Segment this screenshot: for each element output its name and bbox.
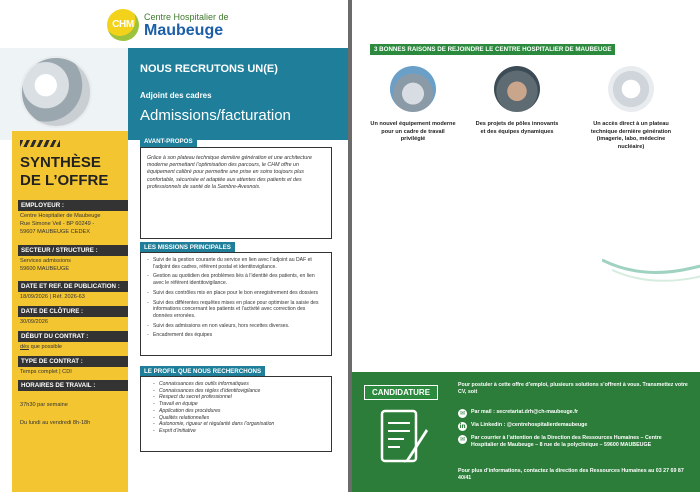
linkedin-icon: in — [459, 423, 466, 430]
missions-box — [140, 252, 332, 356]
list-item: - Gestion au quotidien des problèmes liés à l’identité des patients, en lien avec le référent identitovigilance. — [147, 273, 325, 286]
publication-value: 18/09/2026 | Réf. 2026-63 — [20, 294, 85, 300]
profile-list — [153, 381, 325, 435]
application-title: CANDIDATURE — [364, 385, 438, 400]
work-hours-weekly: 37h30 par semaine — [20, 402, 68, 408]
decorative-wave — [602, 240, 700, 300]
list-item: - Suivi de la gestion courante du service en lien avec l’adjoint au DAF et l’adjoint des cadres, référent postal et identitovigilance. — [147, 257, 325, 270]
application-linkedin[interactable] — [458, 422, 690, 429]
closing-date-label: DATE DE CLÔTURE : — [18, 306, 128, 317]
logo-line-2: Maubeuge — [144, 22, 224, 39]
employer-line: Rue Simone Veil - BP 60249 - — [20, 221, 95, 227]
list-item: - Qualités relationnelles — [153, 415, 325, 422]
chm-logo — [107, 9, 237, 41]
work-hours-label: HORAIRES DE TRAVAIL : — [18, 380, 128, 391]
imaging-equipment-photo — [608, 66, 654, 112]
application-mail[interactable] — [458, 409, 690, 416]
contract-start-value — [20, 343, 126, 351]
application-postal — [458, 435, 690, 450]
application-section — [352, 372, 700, 492]
work-hours-days: Du lundi au vendredi 8h-18h — [20, 420, 91, 426]
avant-propos-text: Grâce à son plateau technique dernière génération et une architecture moderne permettant l’optimisation des parcours, le CHM offre un équipement calibré pour permettre une prise en soins toujours plus confortable, sécurisée et adaptée aux attentes des patients et des professionnels de santé de la Sambre-Avesnois. — [147, 155, 312, 190]
profile-box — [140, 376, 332, 452]
contract-start-underlined: dès — [20, 344, 30, 350]
contract-type-label: TYPE DE CONTRAT : — [18, 356, 128, 367]
logo-badge-text: CHM — [112, 19, 134, 30]
office-photo — [20, 56, 92, 128]
sector-label: SECTEUR / STRUCTURE : — [18, 245, 128, 256]
list-item: - Respect du secret professionnel — [153, 394, 325, 401]
contract-start-rest: que possible — [29, 344, 62, 350]
job-subtitle: Adjoint des cadres — [140, 91, 212, 100]
team-photo — [494, 66, 540, 112]
contract-type-value: Temps complet | CDI — [20, 369, 72, 375]
offer-page-1 — [0, 0, 348, 492]
reason-3: Un accès direct à un plateau technique dernière génération (imagerie, labo, médecine nucléaire) — [590, 121, 672, 150]
employer-line: 59607 MAUBEUGE CEDEX — [20, 229, 90, 235]
reasons-heading: 3 BONNES RAISONS DE REJOINDRE LE CENTRE HOSPITALIER DE MAUBEUGE — [370, 44, 615, 55]
employer-label: EMPLOYEUR : — [18, 200, 128, 211]
sector-line: 59600 MAUBEUGE — [20, 266, 70, 272]
synthesis-column — [12, 131, 128, 492]
decorative-stripes — [20, 140, 60, 147]
list-item: - Application des procédures — [153, 408, 325, 415]
closing-date-value: 30/09/2026 — [20, 319, 48, 325]
contract-start-label: DÉBUT DU CONTRAT : — [18, 331, 128, 342]
employer-value — [20, 212, 126, 236]
application-postal-text: Par courrier à l’attention de la Direction des Ressources Humaines – Centre Hospitalier de Maubeuge – 8 rue de la polyclinique – 59600 MAUBEUGE — [471, 435, 662, 449]
application-mail-text: Par mail : secretariat.drh@ch-maubeuge.fr — [471, 409, 579, 415]
application-info: Pour plus d’informations, contactez la direction des Ressources Humaines au 03 27 69 87 40/41 — [458, 468, 684, 482]
avant-propos-box — [140, 147, 332, 239]
list-item: - Connaissances des règles d’identitovigilance — [153, 388, 325, 395]
envelope-icon: ✉ — [459, 436, 466, 443]
chm-logo-badge — [107, 9, 139, 41]
employer-line: Centre Hospitalier de Maubeuge — [20, 213, 101, 219]
application-linkedin-text: Via Linkedin : @centrehospitalierdemaubeuge — [471, 422, 588, 428]
list-item: - Suivi des différentes requêtes mises en place pour optimiser la saisie des informations concernant les patients et l’activité avec correction des données erronées. — [147, 300, 325, 320]
reason-1: Un nouvel équipement moderne pour un cadre de travail privilégié — [370, 121, 456, 142]
list-item: - Travail en équipe — [153, 401, 325, 408]
avant-propos-heading: AVANT-PROPOS — [140, 136, 197, 147]
missions-list — [147, 257, 325, 339]
list-item: - Encadrement des équipes — [147, 332, 325, 339]
application-intro: Pour postuler à cette offre d’emploi, plusieurs solutions s’offrent à vous. Transmettez votre CV, soit — [458, 382, 688, 396]
publication-label: DATE ET REF. DE PUBLICATION : — [18, 281, 128, 292]
missions-heading: LES MISSIONS PRINCIPALES — [140, 242, 235, 253]
list-item: - Suivi des admissions en non valeurs, hors recettes diverses. — [147, 323, 325, 330]
list-item: - Suivi des contrôles mis en place pour le bon enregistrement des dossiers — [147, 290, 325, 297]
reason-2: Des projets de pôles innovants et des équipes dynamiques — [475, 121, 559, 135]
mail-icon: ✉ — [459, 410, 466, 417]
offer-page-2 — [352, 0, 700, 492]
recruiting-title: NOUS RECRUTONS UN(E) — [140, 63, 278, 75]
building-photo — [390, 66, 436, 112]
profile-heading: LE PROFIL QUE NOUS RECHERCHONS — [140, 366, 265, 377]
list-item: - Autonomie, rigueur et régularité dans l’organisation — [153, 421, 325, 428]
list-item: - Connaissances des outils informatiques — [153, 381, 325, 388]
document-pen-icon — [378, 407, 430, 469]
sector-value — [20, 257, 126, 273]
list-item: - Esprit d’initiative — [153, 428, 325, 435]
job-position: Admissions/facturation — [140, 107, 291, 124]
logo-line-1: Centre Hospitalier de — [144, 12, 229, 22]
synthesis-title: SYNTHÈSE DE L’OFFRE — [20, 154, 109, 189]
sector-line: Services admissions — [20, 258, 71, 264]
